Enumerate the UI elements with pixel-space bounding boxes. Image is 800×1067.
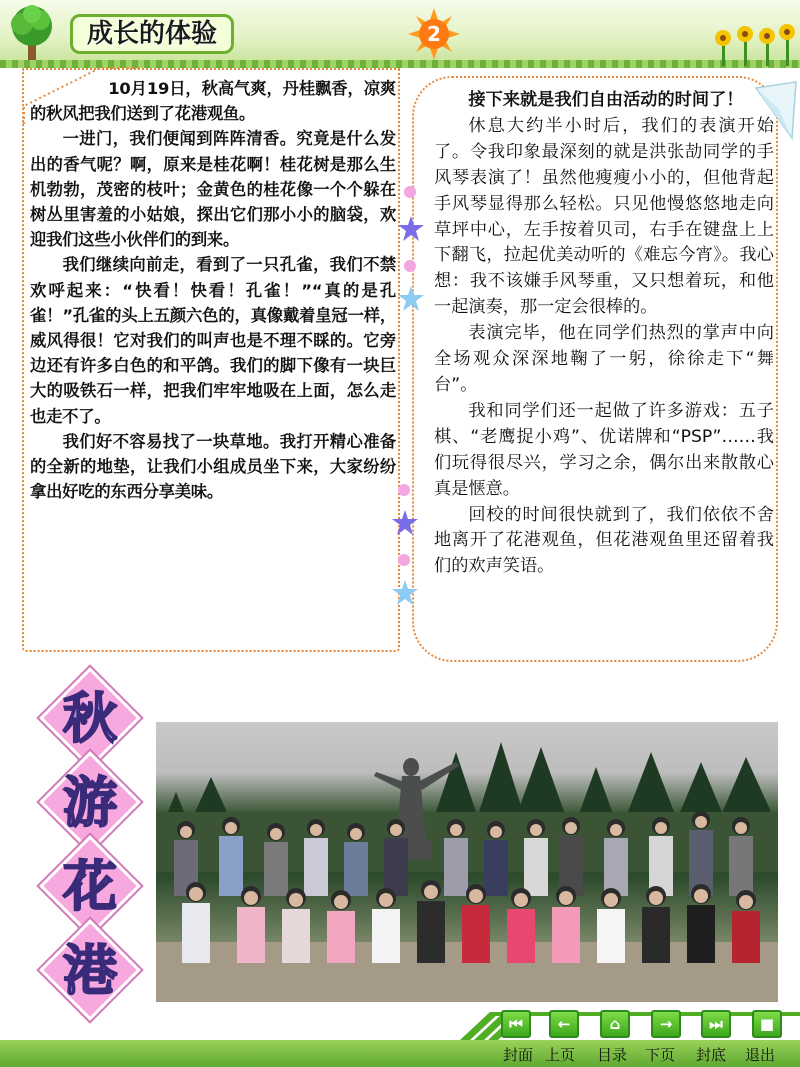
paragraph: 接下来就是我们自由活动的时间了！ (468, 90, 744, 110)
sunflowers-icon (708, 22, 800, 66)
paragraph: 我和同学们还一起做了许多游戏：五子棋、“老鹰捉小鸡”、优诺牌和“PSP”……我们玩得很尽兴，学习之余，偶尔出来散散心真是惬意。 (434, 400, 774, 499)
next-page-icon: → (659, 1015, 673, 1033)
first-page-button[interactable] (501, 1010, 531, 1038)
star-icon (392, 580, 418, 606)
last-page-icon: ⏭ (709, 1015, 723, 1033)
right-article-text (434, 88, 774, 580)
pink-dot-icon (398, 554, 410, 566)
title-char: 花 (44, 840, 136, 932)
star-icon (398, 216, 424, 242)
paragraph: 休息大约半小时后，我们的表演开始了。令我印象最深刻的就是洪张劼同学的手风琴表演了！虽然他瘦瘦小小的，但他背起手风琴显得那么轻松。只见他慢悠悠地走向草坪中心，左手按着贝司，右手在键盘上上下翻飞，拉起优美动听的《难忘今宵》。我心想：我不该嫌手风琴重，又只想着玩，和他一起演奏，那一定会很棒的。 (434, 115, 774, 318)
prev-page-icon: ← (557, 1015, 571, 1033)
paragraph: 10月19日，秋高气爽，丹桂飘香，凉爽的秋风把我们送到了花港观鱼。 (30, 79, 396, 124)
paragraph: 一进门，我们便闻到阵阵清香。究竟是什么发出的香气呢？啊，原来是桂花啊！桂花树是那么生机勃勃，茂密的枝叶；金黄色的桂花像一个个躲在树丛里害羞的小姑娘，探出它们那小小的脑袋，欢迎我们这些小伙伴们的到来。 (30, 129, 396, 250)
pink-dot-icon (404, 260, 416, 272)
title-char: 秋 (44, 672, 136, 764)
star-icon (392, 510, 418, 536)
exit-button[interactable] (752, 1010, 782, 1038)
pink-dot-icon (404, 186, 416, 198)
nav-label-exit[interactable]: 退出 (745, 1046, 776, 1064)
page-number-badge (408, 8, 460, 60)
tree-icon (6, 4, 58, 62)
paragraph: 我们继续向前走，看到了一只孔雀，我们不禁欢呼起来：“快看！快看！孔雀！”“真的是孔雀！”孔雀的头上五颜六色的，真像戴着皇冠一样，威风得很！它对我们的叫声也是不理不睬的。它旁边还有许多白色的和平鸽。我们的脚下像有一块巨大的吸铁石一样，把我们牢牢地吸在上面，怎么走也走不了。 (30, 255, 396, 426)
nav-label-cover[interactable]: 封面 (503, 1046, 534, 1064)
page-title: 成长的体验 (70, 14, 234, 54)
exit-icon: ■ (759, 1015, 775, 1033)
home-button[interactable] (600, 1010, 630, 1038)
pink-dot-icon (398, 484, 410, 496)
last-page-button[interactable] (701, 1010, 731, 1038)
left-article-text (30, 76, 396, 504)
nav-label-back-cover[interactable]: 封底 (696, 1046, 727, 1064)
prev-page-button[interactable] (549, 1010, 579, 1038)
next-page-button[interactable] (651, 1010, 681, 1038)
paragraph: 我们好不容易找了一块草地。我打开精心准备的全新的地垫，让我们小组成员坐下来，大家纷纷拿出好吃的东西分享美味。 (30, 431, 396, 502)
first-page-icon: ⏮ (509, 1015, 523, 1033)
title-char: 游 (44, 756, 136, 848)
page-number: 2 (427, 22, 441, 46)
home-icon: ⌂ (609, 1015, 621, 1033)
title-char: 港 (44, 924, 136, 1016)
paragraph: 表演完毕，他在同学们热烈的掌声中向全场观众深深地鞠了一躬，徐徐走下“舞台”。 (434, 323, 774, 395)
class-group-photo (156, 722, 778, 1002)
star-icon (398, 286, 424, 312)
nav-label-contents[interactable]: 目录 (597, 1046, 628, 1064)
vertical-title (44, 672, 136, 1012)
nav-label-next[interactable]: 下页 (645, 1046, 676, 1064)
paragraph: 回校的时间很快就到了，我们依依不舍地离开了花港观鱼，但花港观鱼里还留着我们的欢声笑语。 (434, 504, 774, 577)
nav-label-prev[interactable]: 上页 (545, 1046, 576, 1064)
footer-bar (0, 1040, 800, 1067)
